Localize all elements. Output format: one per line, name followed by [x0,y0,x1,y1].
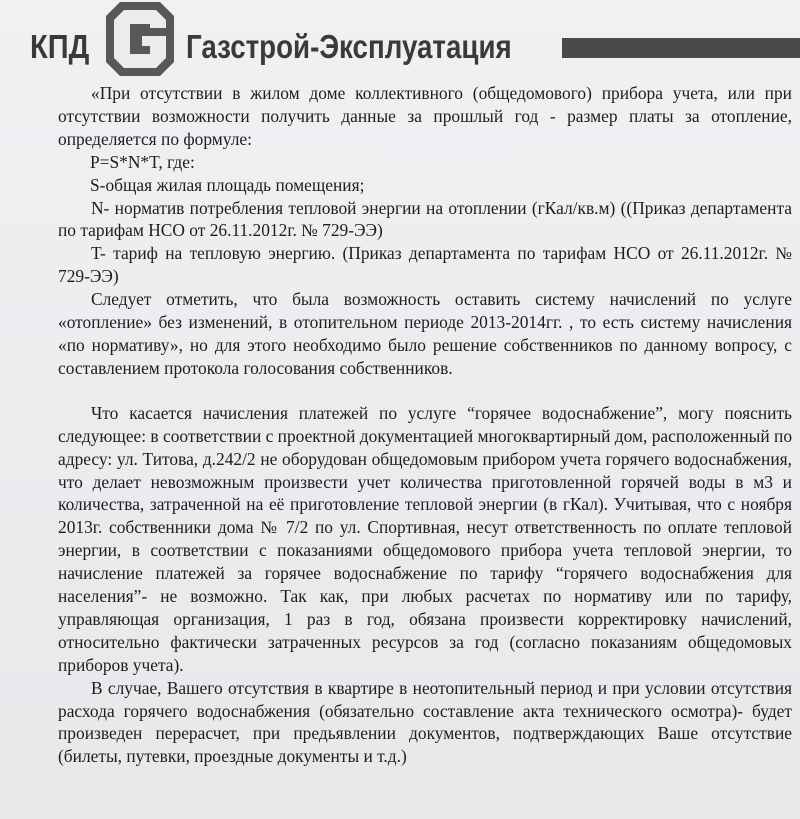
paragraph-spacer [58,380,792,402]
company-logo-icon [106,2,174,76]
header-rule-bar [562,38,800,58]
paragraph-heating-formula-intro: «При отсутствии в жилом доме коллективного (общедомового) прибора учета, или при отсутствии возможности получить данные за прошлый год - размер платы за отопление, определяется по формуле: [58,83,792,149]
letter-body [58,82,792,768]
definition-n: N- норматив потребления тепловой энергии на отоплении (гКал/кв.м) ((Приказ департамента по тарифам НСО от 26.11.2012г. № 729-ЭЭ) [58,197,792,241]
definition-s: S-общая жилая площадь помещения; [90,174,365,195]
formula-line: P=S*N*T, где: [90,151,195,172]
paragraph-norm-option: Следует отметить, что была возможность оставить систему начислений по услуге «отопление» без изменений, в отопительном периоде 2013-2014гг. , то есть систему начисления «по нормативу», но для этого необходимо было решение собственников по данному вопросу, с составлением протокола голосования собственников. [58,289,792,378]
paragraph-recalculation: В случае, Вашего отсутствия в квартире в неотопительный период и при условии отсутствия расхода горячего водоснабжения (обязательно составление акта технического осмотра)- будет произведен перерасчет, при предьявлении документов, подтверждающих Ваше отсутствие (билеты, путевки, проездные документы и т.д.) [58,677,792,767]
brand-name-text: Газстрой-Эксплуатация [186,28,512,65]
paragraph-hot-water: Что касается начисления платежей по услуге “горячее водоснабжение”, могу пояснить следующее: в соответствии с проектной документацией многоквартирный дом, расположенный по адресу: ул. Титова, д.242/2 не оборудован общедомовым прибором учета горячего водоснабжения, что делает невозможным произвести учет количества приготовленной горячей воды в м3 и количества, затраченной на её приготовление тепловой энергии (в гКал). Учитывая, что с ноября 2013г. собственники дома № 7/2 по ул. Спортивная, несут ответственность по оплате тепловой энергии, в соответствии с показаниями общедомового прибора учета тепловой энергии, то начисление платежей за горячее водоснабжение по тарифу “горячего водоснабжения для населения”- не возможно. Так как, при любых расчетах по нормативу или по тарифу, управляющая организация, 1 раз в год, обязана произвести корректировку начислений, относительно фактически затраченных ресурсов за год (согласно показаниям общедомовых приборов учета). [58,402,793,675]
brand-short-text: КПД [30,28,90,65]
letterhead [0,0,800,78]
definition-t: T- тариф на тепловую энергию. (Приказ департамента по тарифам НСО от 26.11.2012г. № 729-ЭЭ) [58,243,792,287]
